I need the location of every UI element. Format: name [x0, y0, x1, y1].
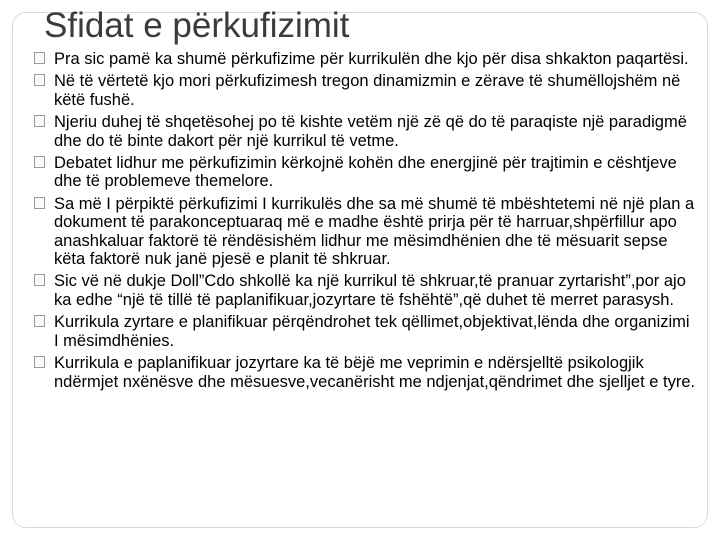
bullet-item	[34, 195, 696, 269]
square-bullet-icon	[34, 315, 45, 327]
bullet-item	[34, 113, 696, 150]
slide-title: Sfidat e përkufizimit	[44, 6, 350, 45]
bullet-text: Njeriu duhej të shqetësohej po të kishte vetëm një zë që do të paraqiste një paradigmë dhe do të binte dakort për një kurrikul të vetme.	[54, 113, 687, 150]
bullet-item	[34, 272, 696, 309]
square-bullet-icon	[34, 115, 45, 127]
square-bullet-icon	[34, 274, 45, 286]
bullet-item	[34, 154, 696, 191]
square-bullet-icon	[34, 197, 45, 209]
bullet-text: Debatet lidhur me përkufizimin kërkojnë kohën dhe energjinë për trajtimin e cështjeve dhe të problemeve themelore.	[54, 154, 677, 191]
bullet-text: Pra sic pamë ka shumë përkufizime për kurrikulën dhe kjo për disa shkakton paqartësi.	[54, 50, 689, 68]
bullet-item	[34, 72, 696, 109]
bullet-text: Sic vë në dukje Doll”Cdo shkollë ka një kurrikul të shkruar,të pranuar zyrtarisht”,por ajo ka edhe “një të tillë të paplanifikuar,jozyrtare të fshëhtë”,që duhet të merret parasysh.	[54, 272, 686, 309]
bullet-text: Kurrikula zyrtare e planifikuar përqëndrohet tek qëllimet,objektivat,lënda dhe organizimi I mësimdhënies.	[54, 313, 690, 350]
bullet-list	[34, 50, 696, 395]
bullet-text: Sa më I përpiktë përkufizimi I kurrikulës dhe sa më shumë të mbështetemi në një plan a dokument të parakonceptuaraq më e madhe është prirja për të harruar,shpërfillur apo anashkaluar faktorë të rëndësishëm lidhur me mësimdhënien dhe të mësuarit sepse këta faktorë nuk janë pjesë e planit të shkruar.	[54, 194, 695, 269]
bullet-text: Kurrikula e paplanifikuar jozyrtare ka të bëjë me veprimin e ndërsjelltë psikologjik ndërmjet nxënësve dhe mësuesve,vecanërisht me ndjenjat,qëndrimet dhe sjelljet e tyre.	[54, 354, 696, 391]
bullet-text: Në të vërtetë kjo mori përkufizimesh tregon dinamizmin e zërave të shumëllojshëm në këtë fushë.	[54, 72, 681, 109]
square-bullet-icon	[34, 52, 45, 64]
bullet-item	[34, 354, 696, 391]
square-bullet-icon	[34, 74, 45, 86]
square-bullet-icon	[34, 156, 45, 168]
bullet-item	[34, 313, 696, 350]
square-bullet-icon	[34, 356, 45, 368]
bullet-item	[34, 50, 696, 68]
